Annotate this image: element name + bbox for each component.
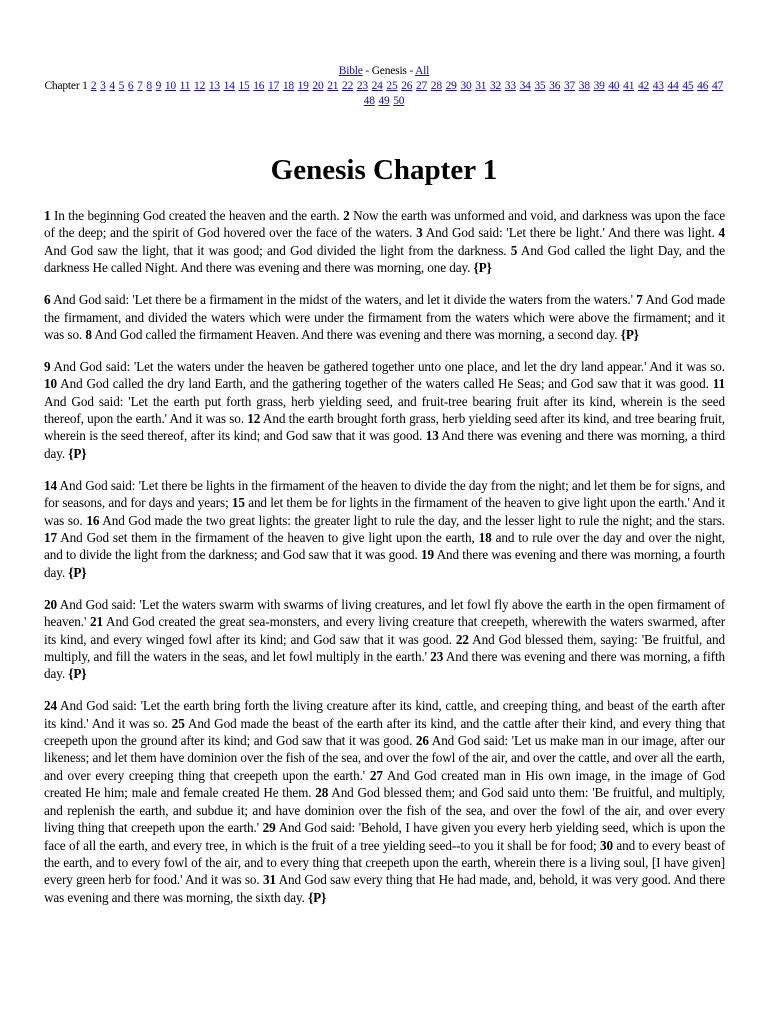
verse-number: 6 (44, 292, 51, 308)
verse-text: And God said: 'Let there be light.' And there was light. (425, 225, 715, 241)
chapter-link-22[interactable]: 22 (342, 80, 354, 92)
chapter-link-42[interactable]: 42 (637, 80, 650, 92)
verse-number: 3 (416, 225, 423, 241)
verse-text: In the beginning God created the heaven and the earth. (53, 208, 340, 223)
verse-number: 26 (415, 733, 429, 749)
verse-number: 12 (247, 411, 261, 427)
paragraph-marker: {P} (68, 445, 87, 461)
chapter-link-16[interactable]: 16 (253, 80, 265, 92)
paragraph (44, 697, 725, 906)
verse-text: And God said: 'Let the earth bring forth the living creature after its kind, cattle, and creeping thing, and beast of the earth after its kind.' And it was so. (44, 698, 726, 731)
verse-number: 2 (343, 208, 350, 223)
chapter-link-33[interactable]: 33 (504, 80, 516, 92)
chapter-link-15[interactable]: 15 (238, 80, 250, 92)
chapter-link-29[interactable]: 29 (445, 80, 457, 92)
chapter-navigation (40, 64, 728, 109)
paragraph-marker: {P} (620, 326, 639, 342)
paragraph (44, 207, 725, 277)
verse (44, 292, 633, 307)
verse-text: and let them be for lights in the firmament of the heaven to give light upon the earth.' And it was so. (44, 495, 725, 528)
breadcrumb (40, 64, 728, 79)
verse (44, 359, 725, 374)
chapter-link-43[interactable]: 43 (652, 80, 664, 92)
verse (44, 208, 340, 223)
verse-number: 23 (430, 648, 444, 664)
paragraph-marker: {P} (308, 889, 327, 905)
verse-number: 14 (44, 477, 57, 493)
paragraph-marker: {P} (68, 564, 87, 580)
verse (44, 530, 475, 545)
chapter-link-14[interactable]: 14 (223, 80, 235, 92)
verse (85, 327, 617, 342)
verse-text: And the earth brought forth grass, herb yielding seed after its kind, and tree bearing fruit, wherein is the seed thereof, after its kind; and God saw that it was good. (44, 411, 725, 444)
verse-number: 31 (262, 872, 276, 888)
verse-number: 11 (712, 376, 726, 392)
verse-text: And God called the firmament Heaven. And there was evening and there was morning, a second day. (94, 326, 618, 342)
chapter-link-21[interactable]: 21 (327, 80, 339, 92)
chapter-link-8[interactable]: 8 (146, 80, 152, 92)
verse-text: And God said: 'Let the earth put forth grass, herb yielding seed, and fruit-tree bearing fruit after its kind, wherein is the seed thereof, upon the earth.' And it was so. (44, 393, 725, 427)
chapter-link-48[interactable]: 48 (363, 95, 375, 107)
verse-number: 29 (262, 820, 276, 836)
verse-text: And God blessed them; and God said unto them: 'Be fruitful, and multiply, and replenish the earth, and subdue it; and have dominion over the fish of the sea, and over the fowl of the air, and over every living thing that creepeth upon the earth.' (44, 785, 726, 836)
verse-number: 24 (44, 698, 57, 714)
verse-text: And God said: 'Behold, I have given you every herb yielding seed, which is upon the face of all the earth, and every tree, in which is the fruit of a tree yielding seed--to you it shall be for food; (44, 820, 726, 853)
chapter-link-19[interactable]: 19 (297, 80, 309, 92)
verse-text: And God created the great sea-monsters, and every living creature that creepeth, wherewith the waters swarmed, after its kind, and every winged fowl after its kind; and God saw that it was good. (44, 614, 725, 647)
verse-text: And God made the firmament, and divided the waters which were under the firmament from the waters which were above the firmament; and it was so. (44, 292, 726, 342)
chapter-link-49[interactable]: 49 (378, 95, 390, 107)
chapter-link-46[interactable]: 46 (697, 80, 709, 92)
verse-text: And God saw the light, that it was good; and God divided the light from the darkness. (44, 242, 507, 258)
chapter-link-9[interactable]: 9 (155, 80, 162, 92)
verse-number: 21 (90, 614, 103, 630)
verse-number: 18 (478, 530, 492, 545)
verse (44, 376, 709, 391)
chapter-link-2[interactable]: 2 (90, 80, 97, 92)
verse-number: 15 (231, 495, 245, 511)
paragraph (44, 358, 725, 462)
verse-number: 20 (44, 596, 57, 612)
verse-text: And God said: 'Let the waters swarm with swarms of living creatures, and let fowl fly above the earth in the open firmament of heaven.' (44, 596, 726, 630)
chapter-link-25[interactable]: 25 (386, 80, 398, 92)
verse (86, 513, 725, 528)
verse-number: 4 (718, 225, 725, 241)
verse-number: 8 (85, 326, 92, 342)
verse-text: And there was evening and there was morning, a fourth day. (44, 547, 726, 580)
chapter-link-5[interactable]: 5 (118, 80, 125, 92)
chapter-link-17[interactable]: 17 (268, 80, 280, 92)
chapter-link-18[interactable]: 18 (282, 80, 294, 92)
breadcrumb-separator: - (406, 65, 416, 77)
verse-text: Now the earth was unformed and void, and darkness was upon the face of the deep; and the spirit of God hovered over the face of the waters. (44, 208, 726, 241)
paragraph (44, 596, 725, 683)
verse-text: And God made the two great lights: the greater light to rule the day, and the lesser light to rule the night; and the stars. (102, 512, 725, 528)
chapter-link-47[interactable]: 47 (711, 80, 724, 92)
chapter-link-34[interactable]: 34 (519, 80, 531, 92)
verse-text: And God saw every thing that He had made, and, behold, it was very good. And there was evening and there was morning, the sixth day. (44, 872, 726, 905)
chapter-link-7[interactable]: 7 (137, 80, 143, 92)
chapter-link-6[interactable]: 6 (127, 80, 134, 92)
chapter-link-45[interactable]: 45 (682, 80, 694, 92)
verse-number: 5 (510, 242, 518, 258)
chapter-link-27[interactable]: 27 (416, 80, 428, 92)
chapter-link-13[interactable]: 13 (208, 80, 220, 92)
book-name: Genesis (371, 65, 407, 77)
chapter-link-3[interactable]: 3 (100, 80, 106, 92)
verse-text: And God made the beast of the earth after its kind, and the cattle after their kind, and every thing that creepeth upon the ground after its kind; and God saw that it was good. (44, 715, 726, 749)
bible-link[interactable]: Bible (338, 65, 363, 77)
chapter-link-40[interactable]: 40 (608, 80, 620, 92)
verse-number: 9 (44, 358, 51, 374)
chapter-link-30[interactable]: 30 (460, 80, 472, 92)
chapter-link-20[interactable]: 20 (312, 80, 324, 92)
verse-text: And God set them in the firmament of the heaven to give light upon the earth, (60, 530, 475, 545)
verse-text: And God created man in His own image, in the image of God created He him; male and female created He them. (44, 767, 725, 801)
verse-text: And God said: 'Let there be lights in the firmament of the heaven to divide the day from the night; and let them be for signs, and for seasons, and for days and years; (44, 477, 725, 511)
verse-text: And God said: 'Let us make man in our image, after our likeness; and let them have dominion over the fish of the sea, and over the fowl of the air, and over the cattle, and over all the earth, and over every creeping thing that creepeth upon the earth.' (44, 733, 725, 783)
chapter-link-11[interactable]: 11 (179, 80, 191, 92)
chapter-link-50[interactable]: 50 (393, 95, 405, 107)
chapter-link-12[interactable]: 12 (194, 80, 206, 92)
verse-text: and to rule over the day and over the night, and to divide the light from the darkness; and God saw that it was good. (44, 530, 725, 563)
verse-text: And God said: 'Let the waters under the heaven be gathered together unto one place, and let the dry land appear.' And it was so. (53, 358, 725, 374)
current-chapter-label: Chapter 1 (44, 80, 88, 92)
verse-number: 10 (44, 376, 57, 392)
verse-number: 28 (315, 785, 329, 801)
chapter-link-24[interactable]: 24 (371, 80, 383, 92)
verse-text: and to every beast of the earth, and to every fowl of the air, and to every thing that creepeth upon the earth, wherein there is a living soul, [I have given] every green herb for food.' And it was so. (44, 837, 725, 888)
verse-number: 30 (599, 837, 613, 853)
verse-text: And there was evening and there was morning, a fifth day. (44, 648, 726, 682)
chapter-link-37[interactable]: 37 (563, 80, 576, 92)
verse (416, 225, 715, 240)
breadcrumb-separator: - (362, 65, 372, 77)
verse-text: And God called the dry land Earth, and the gathering together of the waters called He Seas; and God saw that it was good. (60, 376, 709, 392)
paragraph-marker: {P} (68, 666, 87, 682)
chapter-links (40, 79, 728, 109)
verse-number: 13 (425, 428, 439, 444)
paragraph-marker: {P} (473, 260, 492, 276)
verse-number: 22 (455, 631, 469, 647)
chapter-link-36[interactable]: 36 (549, 80, 561, 92)
verse-text: And there was evening and there was morning, a third day. (44, 428, 726, 461)
verse-number: 25 (171, 715, 185, 731)
paragraph (44, 291, 725, 343)
verse-number: 19 (421, 547, 435, 563)
chapter-link-31[interactable]: 31 (475, 80, 487, 92)
verse-number: 16 (86, 512, 100, 528)
chapter-link-4[interactable]: 4 (109, 80, 115, 92)
verse-text: And God said: 'Let there be a firmament in the midst of the waters, and let it divide the waters from the waters.' (53, 292, 633, 308)
chapter-link-41[interactable]: 41 (623, 80, 635, 92)
verse-number: 1 (44, 208, 51, 223)
chapter-text (44, 207, 725, 921)
chapter-link-38[interactable]: 38 (578, 80, 590, 92)
all-chapters-link[interactable]: All (415, 65, 430, 77)
chapter-link-32[interactable]: 32 (489, 80, 502, 92)
verse-text: And God blessed them, saying: 'Be fruitful, and multiply, and fill the waters in the seas, and let fowl multiply in the earth.' (44, 631, 726, 664)
chapter-link-26[interactable]: 26 (401, 80, 413, 92)
verse-number: 27 (369, 767, 383, 783)
verse-text: And God called the light Day, and the darkness He called Night. And there was evening and there was morning, one day. (44, 242, 726, 276)
chapter-link-23[interactable]: 23 (356, 80, 368, 92)
page-title: Genesis Chapter 1 (270, 154, 498, 186)
verse-number: 17 (44, 530, 57, 545)
chapter-link-35[interactable]: 35 (534, 80, 546, 92)
chapter-link-44[interactable]: 44 (667, 80, 679, 92)
paragraph (44, 477, 725, 581)
verse-number: 7 (636, 292, 643, 308)
chapter-link-10[interactable]: 10 (164, 80, 176, 92)
chapter-link-39[interactable]: 39 (593, 80, 605, 92)
chapter-link-28[interactable]: 28 (430, 80, 442, 92)
